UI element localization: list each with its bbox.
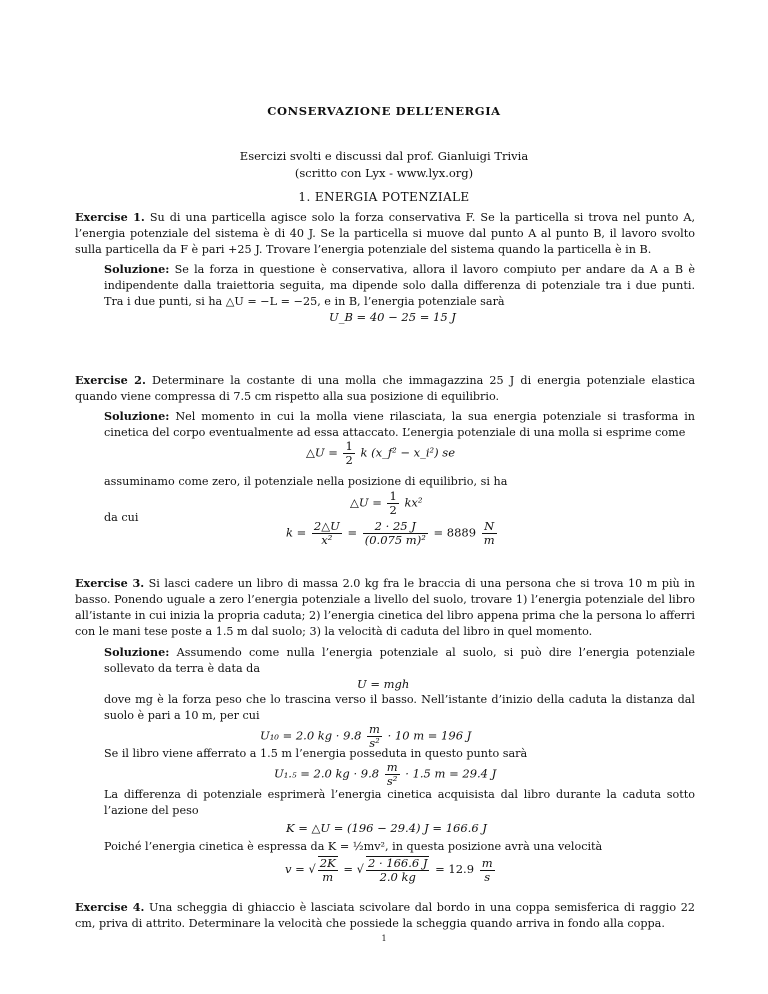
solution-3-text-e: Poiché l’energia cinetica è espressa da K = ½mv², in questa posizione avrà una velocità xyxy=(104,840,603,853)
exercise-1-text: Su di una particella agisce solo la forza conservativa F. Se la particella si trova nel punto A, l’energia potenziale del sistema è di 40 J. Se la particella si muove dal punto A al punto B, il lavoro svolto sulla particella da F è pari +25 J. Trovare l’energia potenziale del sistema quando la particella è in B. xyxy=(75,211,696,256)
solution-3 xyxy=(104,644,695,677)
solution-2-label: Soluzione: xyxy=(104,409,170,423)
equation-u10: U₁₀ = 2.0 kg · 9.8 $\frac{m}{\text{s²}}$ · 10 m = 196 J xyxy=(260,722,472,750)
equation-u-mgh: U = mgh xyxy=(357,677,410,691)
solution-1-label: Soluzione: xyxy=(104,262,170,276)
exercise-3-text: Si lasci cadere un libro di massa 2.0 kg fra le braccia di una persona che si trova 10 m più in basso. Ponendo uguale a zero l’energia potenziale a livello del suolo, trovare 1) l’energia potenziale del libro all’istante in cui inizia la propria caduta; 2) l’energia cinetica del libro appena prima che la persona lo afferri con le mani tese poste a 1.5 m dal suolo; 3) la velocità di caduta del libro in quel momento. xyxy=(75,577,695,638)
exercise-4-label: Exercise 4. xyxy=(75,900,145,914)
exercise-4-text: Una scheggia di ghiaccio è lasciata scivolare dal bordo in una coppa semisferica di raggio 22 cm, priva di attrito. Determinare la velocità che possiede la scheggia quando arriva in fondo alla coppa. xyxy=(75,901,695,930)
solution-3-text: Assumendo come nulla l’energia potenziale al suolo, si può dire l’energia potenziale sollevato da terra è data da xyxy=(104,646,695,675)
exercise-2 xyxy=(75,372,695,405)
document-title: CONSERVAZIONE DELL’ENERGIA xyxy=(267,104,501,118)
exercise-2-text: Determinare la costante di una molla che immagazzina 25 J di energia potenziale elastica quando viene compressa di 7.5 cm rispetto alla sua posizione di equilibrio. xyxy=(75,374,695,403)
author-line: Esercizi svolti e discussi dal prof. Gianluigi Trivia xyxy=(239,149,529,163)
equation-k: k = $\frac{2\triangle U}{\text{x²}}$ = $\frac{2 \cdot 25 J}{\text{(0.075 m)²}}$ = 8889 $\frac{N}{m}$ xyxy=(286,519,495,547)
exercise-3 xyxy=(75,575,695,640)
solution-2 xyxy=(104,408,695,441)
solution-3-text-d: La differenza di potenziale esprimerà l’energia cinetica acquisista dal libro durante la caduta sotto l’azione del peso xyxy=(104,788,695,817)
exercise-3-label: Exercise 3. xyxy=(75,576,145,590)
solution-1 xyxy=(104,261,695,310)
equation-u15: U₁.₅ = 2.0 kg · 9.8 $\frac{m}{\text{s²}}$ · 1.5 m = 29.4 J xyxy=(274,760,497,788)
solution-3-text-b: dove mg è la forza peso che lo trascina verso il basso. Nell’istante d’inizio della caduta la distanza dal suolo è pari a 10 m, per cui xyxy=(104,693,695,722)
equation-k-delta-u: K = △U = (196 − 29.4) J = 166.6 J xyxy=(286,821,487,835)
solution-3-label: Soluzione: xyxy=(104,645,170,659)
solution-2-text-c: da cui xyxy=(104,511,139,524)
equation-delta-u-spring: △U = $\frac{1}{2}$ k (x_f² − x_i²) se xyxy=(306,439,456,467)
source-line: (scritto con Lyx - www.lyx.org) xyxy=(294,166,474,180)
equation-delta-u-half: △U = $\frac{1}{2}$ kx² xyxy=(350,489,423,517)
exercise-4 xyxy=(75,899,695,932)
exercise-1-label: Exercise 1. xyxy=(75,210,145,224)
exercise-2-label: Exercise 2. xyxy=(75,373,146,387)
solution-2-text: Nel momento in cui la molla viene rilasciata, la sua energia potenziale si trasforma in cinetica del corpo eventualmente ad essa attaccato. L’energia potenziale di una molla si esprime come xyxy=(104,410,695,439)
equation-ub: U_B = 40 − 25 = 15 J xyxy=(329,310,456,324)
page-number: 1 xyxy=(381,934,387,943)
exercise-1 xyxy=(75,209,695,258)
solution-1-text: Se la forza in questione è conservativa, allora il lavoro compiuto per andare da A a B è indipendente dalla traiettoria seguita, ma dipende solo dalla differenza di potenziale tra i due punti. Tra i due punti, si ha △U = −L = −25, e in B, l’energia potenziale sarà xyxy=(104,263,695,308)
solution-3-text-c: Se il libro viene afferrato a 1.5 m l’energia posseduta in questo punto sarà xyxy=(104,747,528,760)
section-heading: 1. ENERGIA POTENZIALE xyxy=(298,190,470,204)
solution-2-text-b: assuminamo come zero, il potenziale nella posizione di equilibrio, si ha xyxy=(104,475,508,488)
equation-velocity: v = √ $\frac{2K}{m}$ = √ $\frac{2 \cdot 166.6 J}{2.0 kg}$ = 12.9 $\frac{m}{s}$ xyxy=(285,855,493,884)
